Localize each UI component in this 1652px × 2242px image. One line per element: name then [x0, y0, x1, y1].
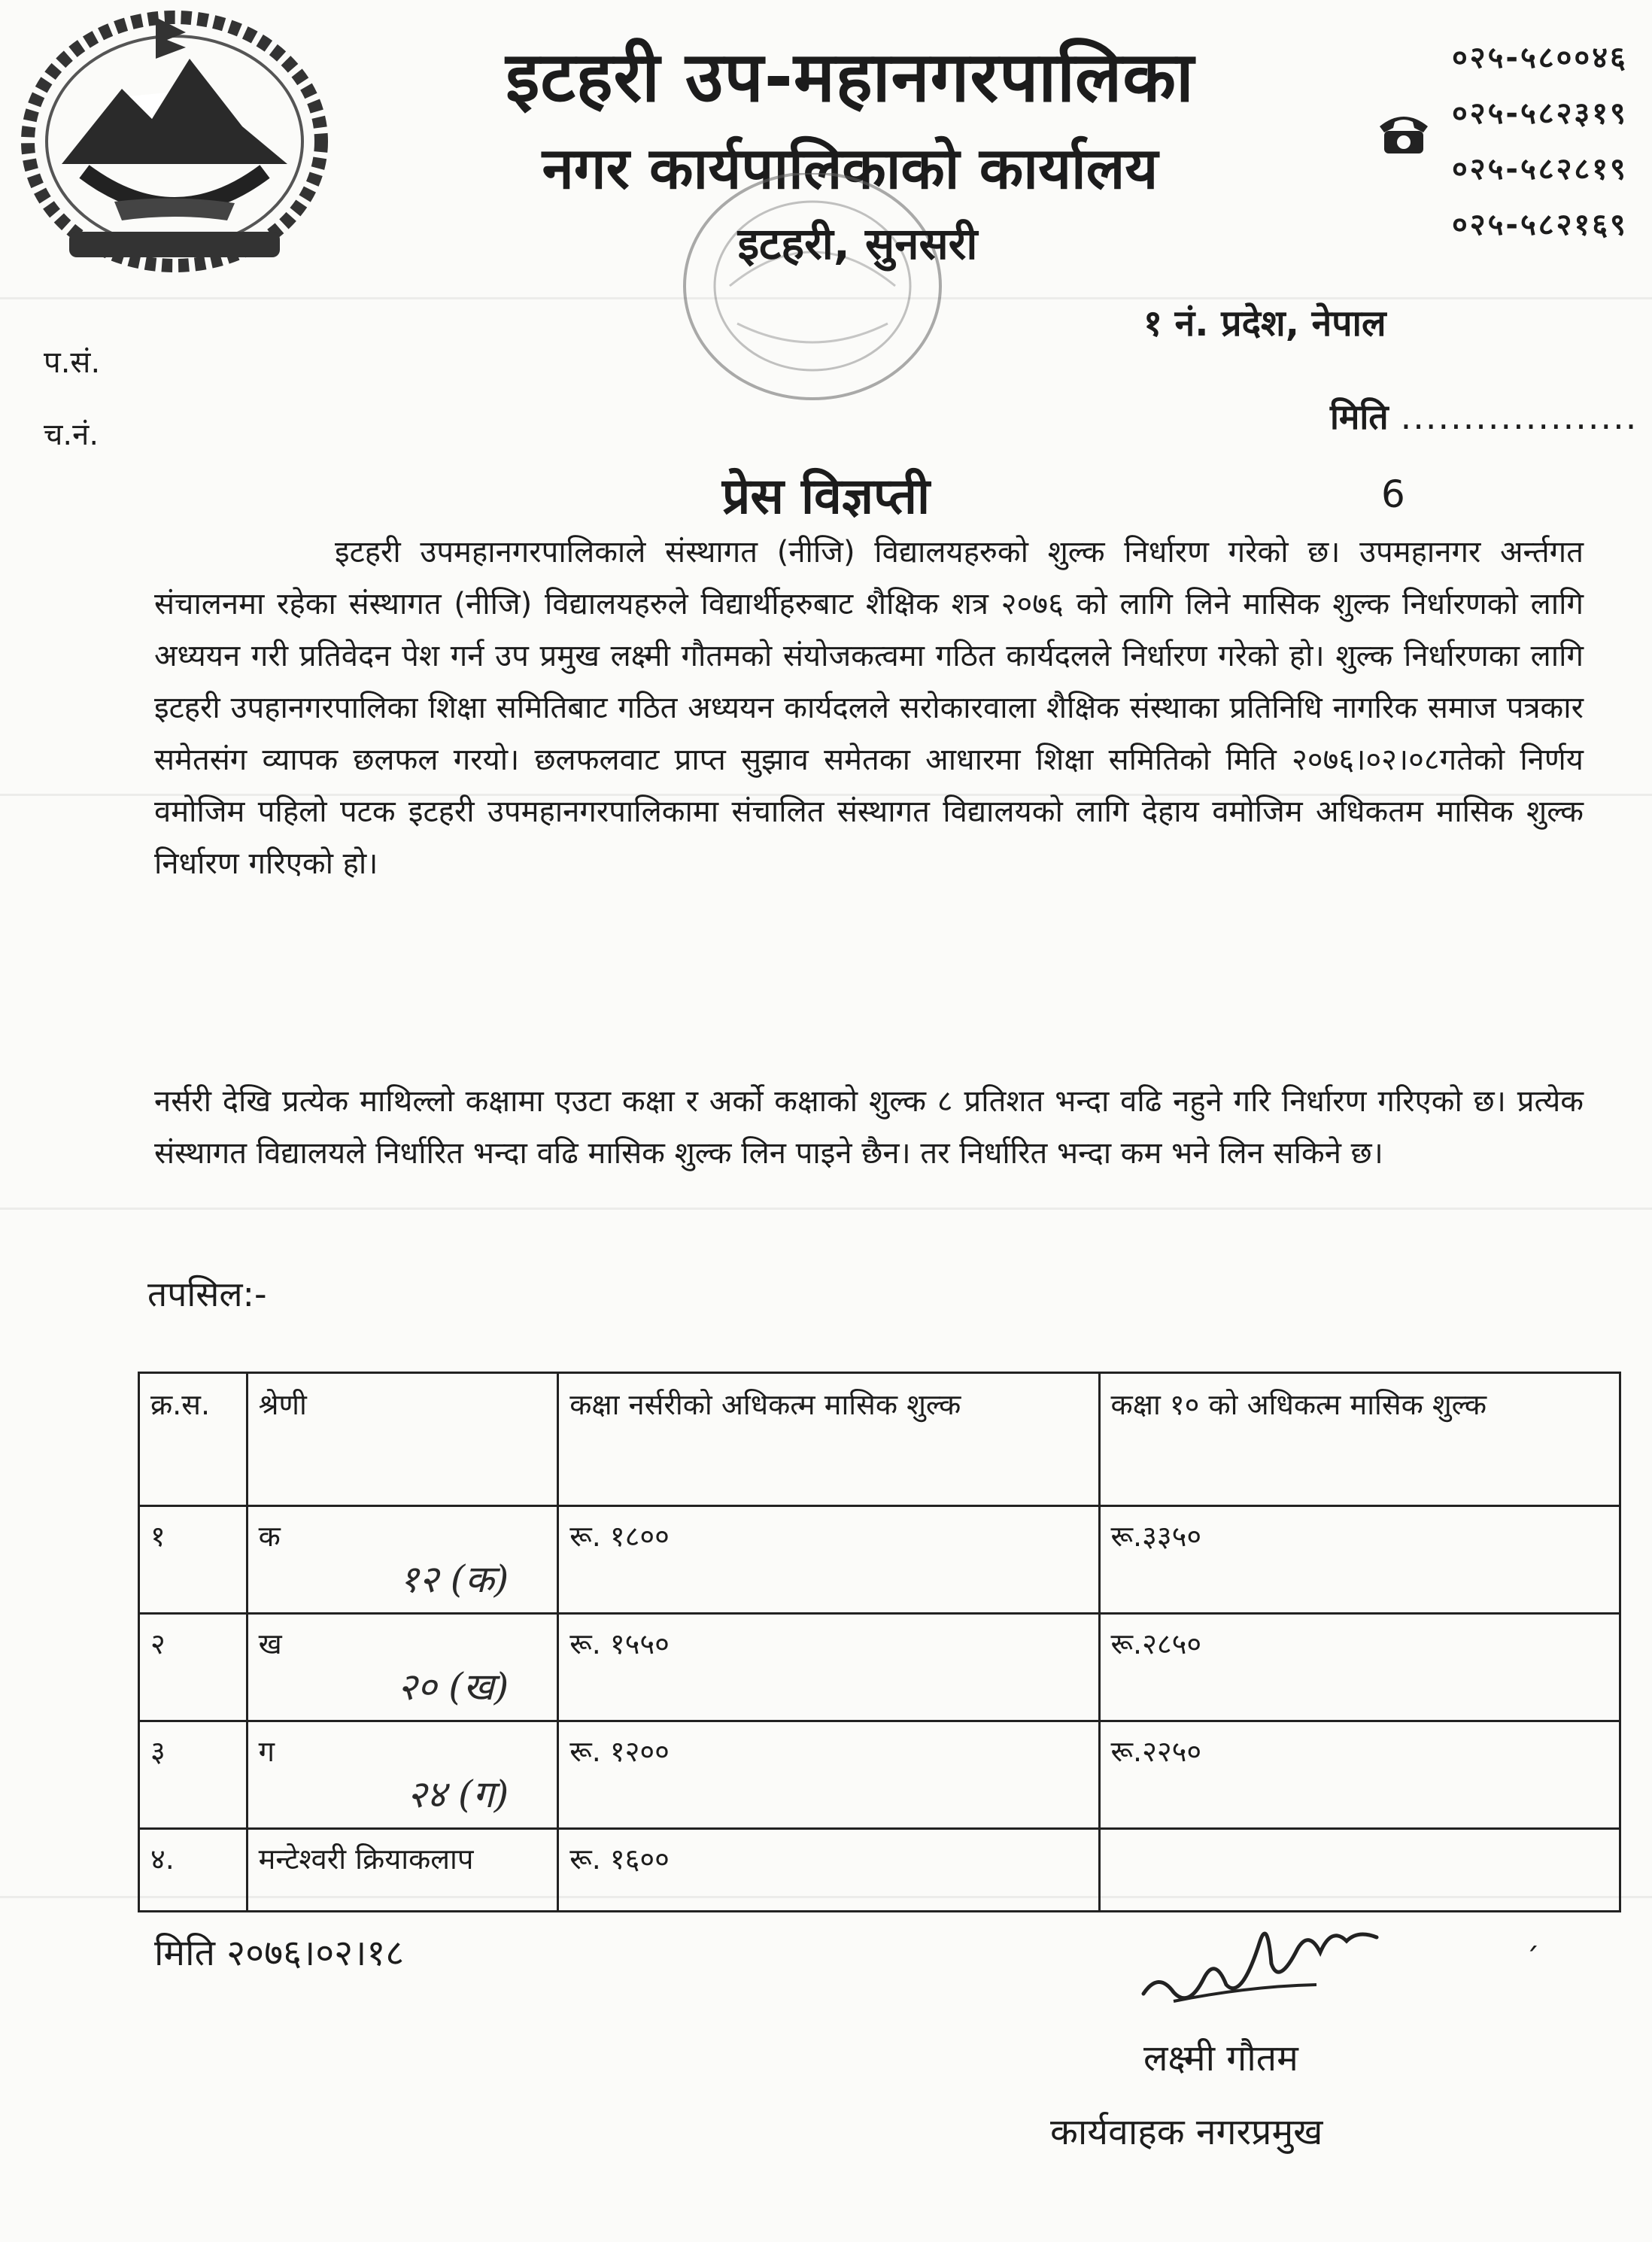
phone-list — [1452, 30, 1640, 253]
table-row — [139, 1506, 1620, 1614]
category-cell: मन्टेश्वरी क्रियाकलाप — [247, 1829, 558, 1912]
dispatch-number-label: च.नं. — [44, 418, 99, 452]
nursery-fee-cell: रू. १८०० — [558, 1506, 1099, 1614]
ink-speck: ׳ — [1527, 1935, 1540, 1970]
date-blank: ................... — [1400, 396, 1638, 437]
handwritten-note: २४ (ग) — [407, 1773, 509, 1816]
notice-paragraph-1: इटहरी उपमहानगरपालिकाले संस्थागत (नीजि) विद्यालयहरुको शुल्क निर्धारण गरेको छ। उपमहानगर अर्न्तगत संचालनमा रहेका संस्थागत (नीजि) विद्यालयहरुले विद्यार्थीहरुबाट शैक्षिक शत्र २०७६ को लागि लिने मासिक शुल्क निर्धारणको लागि अध्ययन गरी प्रतिवेदन पेश गर्न उप प्रमुख लक्ष्मी गौतमको संयोजकत्वमा गठित कार्यदलले निर्धारण गरेको हो। शुल्क निर्धारणका लागि इटहरी उपहानगरपालिका शिक्षा समितिबाट गठित अध्ययन कार्यदलले सरोकारवाला शैक्षिक संस्थाका प्रतिनिधि नागरिक समाज पत्रकार समेतसंग व्यापक छलफल गरयो। छलफलवाट प्राप्त सुझाव समेतका आधारमा शिक्षा समितिको मिति २०७६।०२।०८गतेको निर्णय वमोजिम पहिलो पटक इटहरी उपमहानगरपालिकामा संचालित संस्थागत विद्यालयको लागि देहाय वमोजिम अधिकतम मासिक शुल्क निर्धारण गरिएको हो। — [154, 535, 1584, 881]
table-row — [139, 1614, 1620, 1721]
class10-fee-cell: रू.२२५० — [1099, 1721, 1620, 1829]
phone-number: ०२५-५८००४६ — [1452, 41, 1628, 75]
signatory-title: कार्यवाहक नगरप्रमुख — [1050, 2111, 1323, 2153]
serial-cell: २ — [139, 1614, 247, 1721]
column-header: कक्षा १० को अधिकत्म मासिक शुल्क — [1099, 1373, 1620, 1506]
signatory-name: लक्ष्मी गौतम — [1143, 2037, 1298, 2079]
column-header: कक्षा नर्सरीको अधिकत्म मासिक शुल्क — [558, 1373, 1099, 1506]
class10-fee-cell: रू.३३५० — [1099, 1506, 1620, 1614]
serial-cell: ३ — [139, 1721, 247, 1829]
issue-date: मिति २०७६।०२।१८ — [154, 1932, 405, 1974]
column-header: क्र.स. — [139, 1373, 247, 1506]
paper-crease — [0, 1208, 1652, 1210]
phone-number: ०२५-५८२८१९ — [1452, 152, 1628, 187]
reference-number-label: प.सं. — [44, 345, 101, 380]
municipality-title: इटहरी उप-महानगरपालिका — [506, 37, 1195, 117]
class10-fee-cell: रू.२८५० — [1099, 1614, 1620, 1721]
category-cell — [247, 1614, 558, 1721]
press-release-heading: प्रेस विज्ञप्ती — [721, 467, 931, 525]
handwritten-note: २० (ख) — [397, 1665, 509, 1709]
category-label: ग — [258, 1735, 275, 1768]
nepal-emblem-icon — [17, 6, 333, 277]
office-stamp-icon — [647, 173, 978, 421]
category-label: ख — [258, 1627, 282, 1660]
telephone-icon — [1374, 105, 1434, 158]
table-row — [139, 1721, 1620, 1829]
category-cell — [247, 1506, 558, 1614]
date-label: मिति — [1330, 396, 1389, 437]
nursery-fee-cell: रू. १५५० — [558, 1614, 1099, 1721]
phone-number: ०२५-५८२१६९ — [1452, 208, 1628, 242]
nursery-fee-cell: रू. १६०० — [558, 1829, 1099, 1912]
notice-paragraph-2: नर्सरी देखि प्रत्येक माथिल्लो कक्षामा एउटा कक्षा र अर्को कक्षाको शुल्क ८ प्रतिशत भन्दा वढि नहुने गरि निर्धारण गरिएको छ। प्रत्येक संस्थागत विद्यालयले निर्धारित भन्दा वढि मासिक शुल्क लिन पाइने छैन। तर निर्धारित भन्दा कम भने लिन सकिने छ। — [154, 1084, 1584, 1171]
nursery-fee-cell: रू. १२०० — [558, 1721, 1099, 1829]
office-location: इटहरी, सुनसरी — [737, 218, 978, 269]
fee-table — [138, 1372, 1621, 1912]
office-title: नगर कार्यपालिकाको कार्यालय — [542, 135, 1159, 202]
serial-cell: १ — [139, 1506, 247, 1614]
schedule-label: तपसिल:- — [147, 1274, 267, 1314]
column-header: श्रेणी — [247, 1373, 558, 1506]
date-field — [1330, 393, 1638, 439]
stray-handwritten-mark: 6 — [1381, 472, 1405, 516]
category-label: क — [258, 1520, 281, 1553]
handwritten-note: १२ (क) — [399, 1557, 509, 1601]
phone-number: ०२५-५८२३१९ — [1452, 96, 1628, 131]
handwritten-signature-icon — [1128, 1896, 1399, 2016]
category-cell — [247, 1721, 558, 1829]
table-header-row — [139, 1373, 1620, 1506]
serial-cell: ४. — [139, 1829, 247, 1912]
province-line: १ नं. प्रदेश, नेपाल — [1143, 302, 1386, 345]
